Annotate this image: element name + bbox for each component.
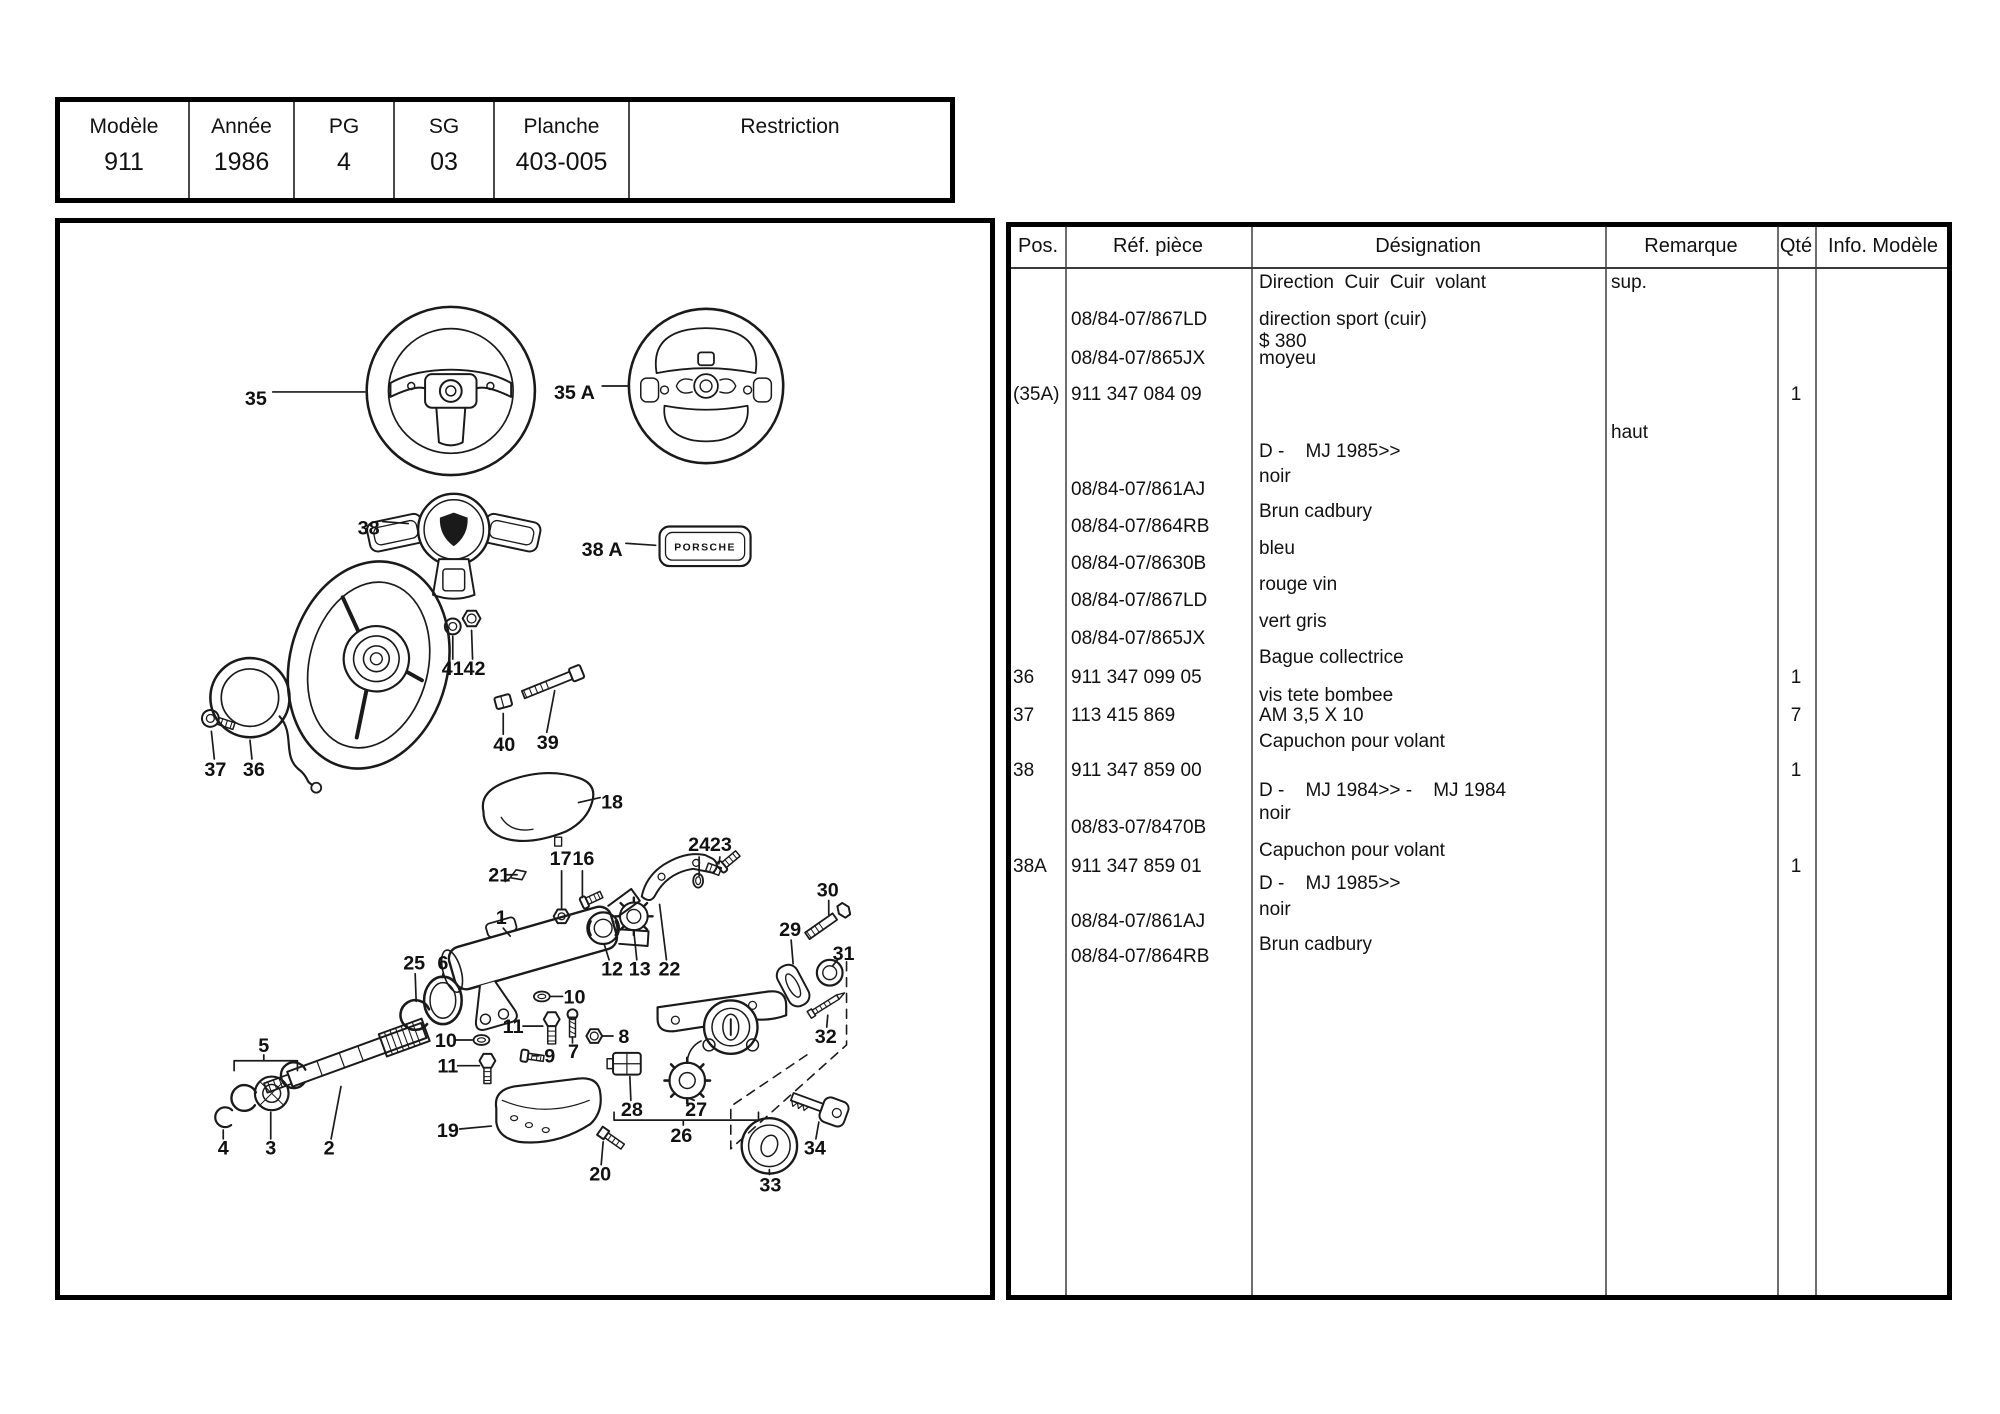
pos-cell: 37	[1013, 705, 1035, 726]
designation-cell: D - MJ 1985>>	[1259, 873, 1401, 894]
table-line	[1011, 348, 1947, 372]
nut-8	[586, 1029, 602, 1043]
callout-21: 21	[488, 864, 511, 887]
callout-35a: 35 A	[553, 381, 595, 404]
ref-cell: 08/84-07/8630B	[1071, 553, 1207, 574]
callout-17: 17	[549, 847, 572, 870]
callout-30: 30	[816, 879, 839, 902]
callout-27: 27	[685, 1099, 708, 1122]
callout-11-left: 11	[437, 1055, 459, 1078]
ref-cell: 08/84-07/865JX	[1071, 628, 1206, 649]
callout-25: 25	[403, 952, 426, 975]
ref-cell: 08/83-07/8470B	[1071, 817, 1207, 838]
header-cell-value: 911	[104, 148, 144, 176]
header-cell-value: 03	[430, 148, 458, 176]
ref-cell: 911 347 084 09	[1071, 384, 1202, 405]
designation-cell: direction sport (cuir)	[1259, 309, 1427, 330]
header-cell-value: 1986	[213, 148, 270, 176]
ref-cell: 08/84-07/867LD	[1071, 309, 1208, 330]
ring-6	[424, 977, 462, 1024]
designation-cell: noir	[1259, 803, 1291, 824]
washer-10-left	[474, 1035, 490, 1045]
ref-cell: 911 347 859 01	[1071, 856, 1202, 877]
callout-31: 31	[832, 942, 855, 965]
header-cell	[295, 102, 395, 198]
ref-cell: 08/84-07/864RB	[1071, 946, 1210, 967]
callout-12: 12	[601, 958, 624, 981]
column-header-info-modele: Info. Modèle	[1827, 235, 1939, 257]
ref-cell: 113 415 869	[1071, 705, 1176, 726]
callout-38a: 38 A	[581, 539, 623, 562]
header-cell	[630, 102, 950, 198]
ref-cell: 08/84-07/861AJ	[1071, 479, 1206, 500]
nut-42	[463, 611, 481, 626]
header-cell	[60, 102, 190, 198]
callout-13: 13	[628, 958, 651, 981]
table-line	[1011, 780, 1947, 804]
callout-10-right: 10	[563, 986, 586, 1009]
callout-11-mid: 11	[502, 1016, 524, 1039]
column-header-qte: Qté	[1779, 235, 1813, 257]
washer-10-right	[534, 992, 550, 1002]
designation-cell: Bague collectrice	[1259, 647, 1404, 668]
table-line	[1011, 817, 1947, 841]
ref-cell: 911 347 099 05	[1071, 667, 1202, 688]
porsche-badge-38a	[660, 527, 751, 567]
designation-cell: Capuchon pour volant	[1259, 840, 1445, 861]
designation-cell: D - MJ 1985>>	[1259, 441, 1401, 462]
screw-9	[520, 1049, 544, 1064]
steering-wheel-35	[367, 307, 535, 475]
callout-38: 38	[357, 517, 380, 540]
table-line	[1011, 309, 1947, 333]
table-line	[1011, 479, 1947, 503]
callout-9: 9	[544, 1045, 556, 1068]
table-line	[1011, 731, 1947, 755]
column-header-pos: Pos.	[1017, 235, 1059, 257]
table-line	[1011, 441, 1947, 465]
ref-cell: 08/84-07/867LD	[1071, 590, 1208, 611]
table-line	[1011, 873, 1947, 897]
screw-7	[568, 1009, 578, 1037]
callout-35: 35	[244, 387, 267, 410]
callout-40: 40	[493, 734, 516, 757]
snap-ring-4	[215, 1107, 232, 1127]
designation-cell: bleu	[1259, 538, 1295, 559]
header-cell-label: Modèle	[89, 115, 159, 138]
designation-cell: Brun cadbury	[1259, 934, 1373, 955]
column-header-designation: Désignation	[1375, 235, 1481, 257]
bolt-39	[521, 665, 585, 702]
callout-19: 19	[436, 1119, 459, 1142]
designation-cell: noir	[1259, 899, 1291, 920]
badge-text: PORSCHE	[674, 542, 736, 554]
callout-23: 23	[709, 834, 732, 857]
designation-cell: AM 3,5 X 10	[1259, 705, 1364, 726]
lock-washer-13	[615, 898, 653, 936]
callout-16: 16	[572, 847, 595, 870]
designation-cell: rouge vin	[1259, 574, 1338, 595]
parts-table	[1006, 222, 1952, 1300]
ref-cell: 911 347 859 00	[1071, 760, 1202, 781]
header-cell-value: 403-005	[515, 148, 608, 176]
pos-cell: (35A)	[1013, 384, 1060, 405]
header-cell-label: Planche	[523, 115, 600, 138]
designation-cell: noir	[1259, 466, 1291, 487]
designation-cell: D - MJ 1984>> - MJ 1984	[1259, 780, 1507, 801]
callout-8: 8	[618, 1025, 630, 1048]
header-cell-label: SG	[428, 115, 460, 138]
diagram-box	[55, 218, 995, 1300]
callout-37: 37	[204, 758, 227, 781]
ignition-housing-26	[658, 991, 787, 1060]
screw-32	[807, 990, 846, 1019]
designation-cell: Capuchon pour volant	[1259, 731, 1445, 752]
callout-7: 7	[567, 1040, 579, 1063]
ref-cell: 08/84-07/861AJ	[1071, 911, 1206, 932]
designation-cell: Direction Cuir Cuir volant	[1259, 272, 1487, 293]
callout-39: 39	[536, 732, 559, 755]
bolt-11-mid	[544, 1012, 560, 1044]
table-body	[1011, 227, 1947, 1295]
table-line	[1011, 946, 1947, 970]
header-cell	[190, 102, 295, 198]
qte-cell: 1	[1790, 384, 1802, 405]
callout-2: 2	[323, 1137, 335, 1160]
connector-28	[607, 1053, 641, 1075]
header-cell-label: Année	[211, 115, 272, 138]
table-line	[1011, 911, 1947, 935]
header-cell-value: 4	[337, 148, 351, 176]
spacer-40	[494, 694, 512, 710]
callout-18: 18	[601, 791, 624, 814]
callout-6: 6	[437, 952, 449, 975]
pos-cell: 38A	[1013, 856, 1047, 877]
callout-4: 4	[217, 1137, 229, 1160]
qte-cell: 1	[1790, 856, 1802, 877]
header-box	[55, 97, 955, 203]
callout-1: 1	[495, 907, 507, 930]
washer-24	[693, 874, 703, 888]
header-cell-label: PG	[328, 115, 360, 138]
lower-cover-19	[496, 1078, 601, 1142]
ref-cell: 08/84-07/865JX	[1071, 348, 1206, 369]
column-header-ref: Réf. pièce	[1112, 235, 1204, 257]
table-line	[1011, 272, 1947, 296]
horn-pad-38	[366, 494, 542, 599]
callout-26: 26	[670, 1124, 693, 1147]
ref-cell: 08/84-07/864RB	[1071, 516, 1210, 537]
slip-ring-36	[210, 658, 321, 793]
callout-10-left: 10	[434, 1029, 457, 1052]
disc-33	[742, 1118, 797, 1173]
callout-28: 28	[620, 1099, 643, 1122]
switch-27	[665, 1058, 711, 1104]
callout-22: 22	[658, 958, 681, 981]
callout-32: 32	[814, 1025, 837, 1048]
table-line	[1011, 384, 1947, 408]
exploded-diagram	[60, 223, 990, 1295]
header-cell	[495, 102, 630, 198]
pos-cell: 36	[1013, 667, 1035, 688]
table-line	[1011, 705, 1947, 729]
designation-cell: $ 380	[1259, 331, 1307, 352]
callout-33: 33	[759, 1174, 782, 1197]
pos-cell: 38	[1013, 760, 1035, 781]
callout-36: 36	[242, 758, 265, 781]
qte-cell: 1	[1790, 760, 1802, 781]
header-cell	[395, 102, 495, 198]
callout-5: 5	[258, 1034, 270, 1057]
upper-cover-18	[483, 773, 593, 846]
callout-41: 41	[441, 657, 464, 680]
table-line	[1011, 516, 1947, 540]
screw-20	[597, 1127, 625, 1151]
designation-cell: moyeu	[1259, 348, 1317, 369]
callout-3: 3	[265, 1137, 277, 1160]
remarque-cell: sup.	[1611, 272, 1647, 293]
designation-cell: vert gris	[1259, 611, 1327, 632]
callout-20: 20	[589, 1163, 612, 1186]
qte-cell: 1	[1790, 667, 1802, 688]
column-header-remarque: Remarque	[1644, 235, 1738, 257]
bracket-22	[642, 854, 722, 900]
callout-42: 42	[463, 657, 486, 680]
steering-wheel-35a	[629, 309, 783, 463]
screw-37	[200, 708, 237, 734]
bolt-11-left	[479, 1054, 495, 1084]
callout-24: 24	[688, 834, 711, 857]
designation-cell: Brun cadbury	[1259, 501, 1373, 522]
designation-cell: vis tete bombee	[1259, 685, 1394, 706]
snap-ring-5a	[231, 1085, 255, 1111]
remarque-cell: haut	[1611, 422, 1648, 443]
qte-cell: 7	[1790, 705, 1802, 726]
callout-29: 29	[779, 919, 802, 942]
header-cell-label: Restriction	[740, 115, 840, 138]
callout-34: 34	[803, 1137, 826, 1160]
